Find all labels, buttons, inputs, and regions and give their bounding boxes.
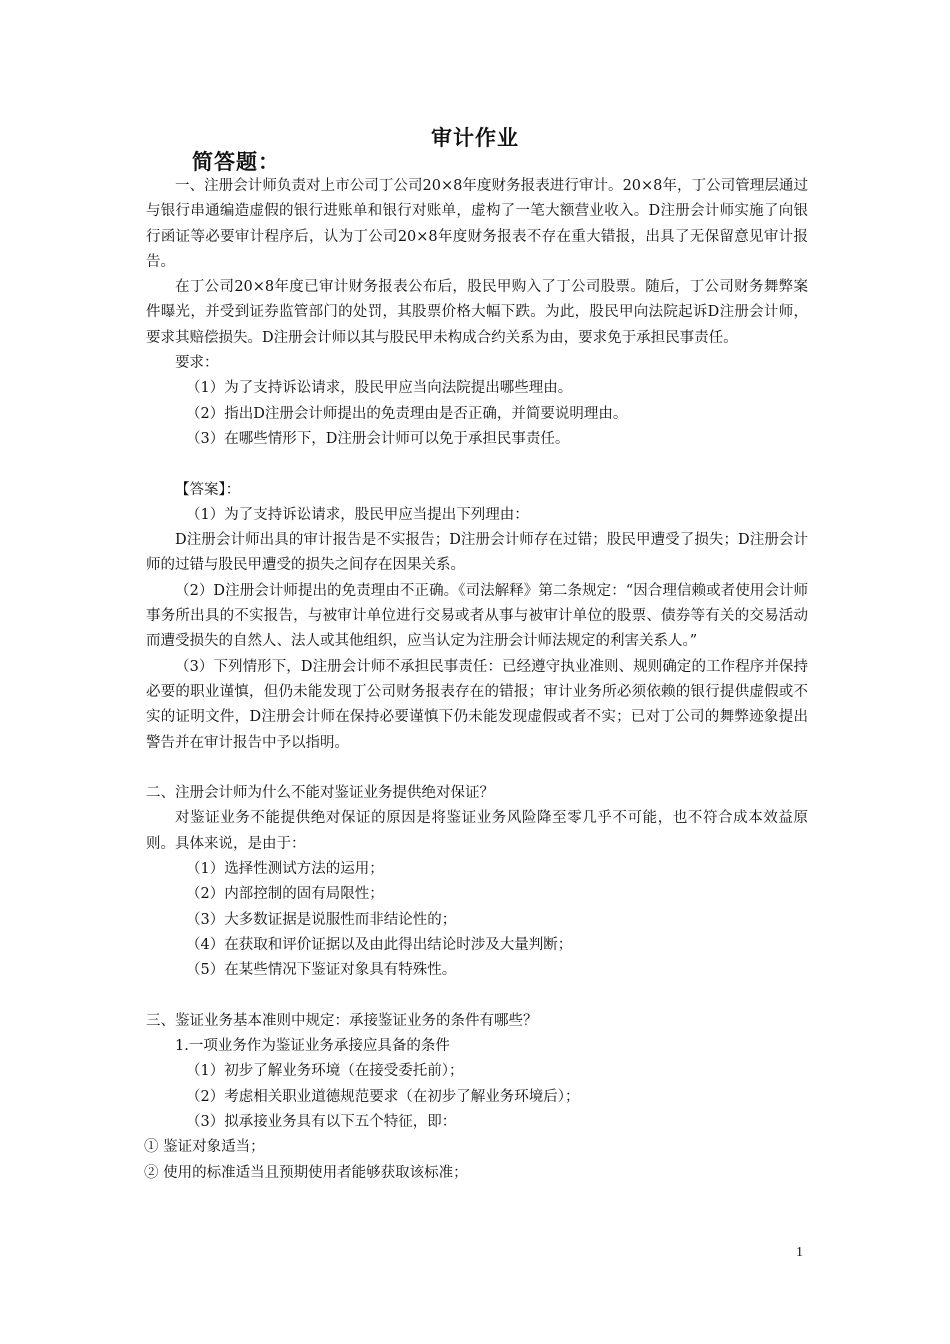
requirement-item: （3）在哪些情形下，D注册会计师可以免于承担民事责任。 xyxy=(186,430,570,447)
q1-paragraph: 一、注册会计师负责对上市公司丁公司20×8年度财务报表进行审计。20×8年，丁公司管理层通过与银行串通编造虚假的银行进账单和银行对账单，虚构了一笔大额营业收入。D注册会计师实施了向银行函证等必要审计程序后，认为丁公司20×8年度财务报表不存在重大错报，出具了无保留意见审计报告。 xyxy=(146,178,808,270)
answer-paragraph: （3）下列情形下，D注册会计师不承担民事责任：已经遵守执业准则、规则确定的工作程序并保持必要的职业谨慎，但仍未能发现丁公司财务报表存在的错报；审计业务所必须依赖的银行提供虚假或不实的证明文件，D注册会计师在保持必要谨慎下仍未能发现虚假或者不实；已对丁公司的舞弊迹象提出警告并在审计报告中予以指明。 xyxy=(146,658,808,751)
spacer xyxy=(146,984,808,1009)
list-item: （1）选择性测试方法的运用； xyxy=(186,861,384,878)
requirements-label: 要求： xyxy=(175,355,219,372)
q3-heading: 三、鉴证业务基本准则中规定：承接鉴证业务的条件有哪些？ xyxy=(146,1012,538,1029)
list-item: （2）内部控制的固有局限性； xyxy=(186,886,384,903)
q2-heading: 二、注册会计师为什么不能对鉴证业务提供绝对保证？ xyxy=(146,785,494,802)
list-item: （1）初步了解业务环境（在接受委托前）； xyxy=(186,1063,464,1080)
list-item: （2）考虑相关职业道德规范要求（在初步了解业务环境后）； xyxy=(186,1088,580,1105)
spacer xyxy=(146,452,808,477)
page-title: 审计作业 xyxy=(431,126,519,150)
answer-label: 【答案】： xyxy=(175,481,241,498)
q3-subheading: 1.一项业务作为鉴证业务承接应具备的条件 xyxy=(175,1038,450,1055)
q1-paragraph: 在丁公司20×8年度已审计财务报表公布后，股民甲购入了丁公司股票。随后，丁公司财务舞弊案件曝光，并受到证券监管部门的处罚，其股票价格大幅下跌。为此，股民甲向法院起诉D注册会计师，要求其赔偿损失。D注册会计师以其与股民甲未构成合约关系为由，要求免于承担民事责任。 xyxy=(146,279,808,346)
answer-paragraph: （2）D注册会计师提出的免责理由不正确。《司法解释》第二条规定：“因合理信赖或者使用会计师事务所出具的不实报告，与被审计单位进行交易或者从事与被审计单位的股票、债券等有关的交易活动而遭受损失的自然人、法人或其他组织，应当认定为注册会计师法规定的利害关系人。” xyxy=(146,582,808,650)
requirement-item: （2）指出D注册会计师提出的免责理由是否正确，并简要说明理由。 xyxy=(186,405,628,422)
document-body xyxy=(146,174,808,1186)
list-item: （4）在获取和评价证据以及由此得出结论时涉及大量判断； xyxy=(186,936,573,953)
list-item: （3）大多数证据是说服性而非结论性的； xyxy=(186,911,457,928)
circled-item: ① 鉴证对象适当； xyxy=(144,1139,265,1156)
requirement-item: （1）为了支持诉讼请求，股民甲应当向法院提出哪些理由。 xyxy=(186,380,573,397)
q2-paragraph: 对鉴证业务不能提供绝对保证的原因是将鉴证业务风险降至零几乎不可能，也不符合成本效益原则。具体来说，是由于： xyxy=(146,810,808,852)
answer-paragraph: D注册会计师出具的审计报告是不实报告；D注册会计师存在过错；股民甲遭受了损失；D注册会计师的过错与股民甲遭受的损失之间存在因果关系。 xyxy=(146,532,808,574)
list-item: （3）拟承接业务具有以下五个特征，即： xyxy=(186,1113,457,1130)
section-heading: 简答题： xyxy=(192,150,280,174)
spacer xyxy=(146,756,808,781)
page-number: 1 xyxy=(796,1245,803,1260)
answer-item: （1）为了支持诉讼请求，股民甲应当提出下列理由： xyxy=(186,506,529,523)
list-item: （5）在某些情况下鉴证对象具有特殊性。 xyxy=(186,962,457,979)
circled-item: ② 使用的标准适当且预期使用者能够获取该标准； xyxy=(144,1164,468,1181)
